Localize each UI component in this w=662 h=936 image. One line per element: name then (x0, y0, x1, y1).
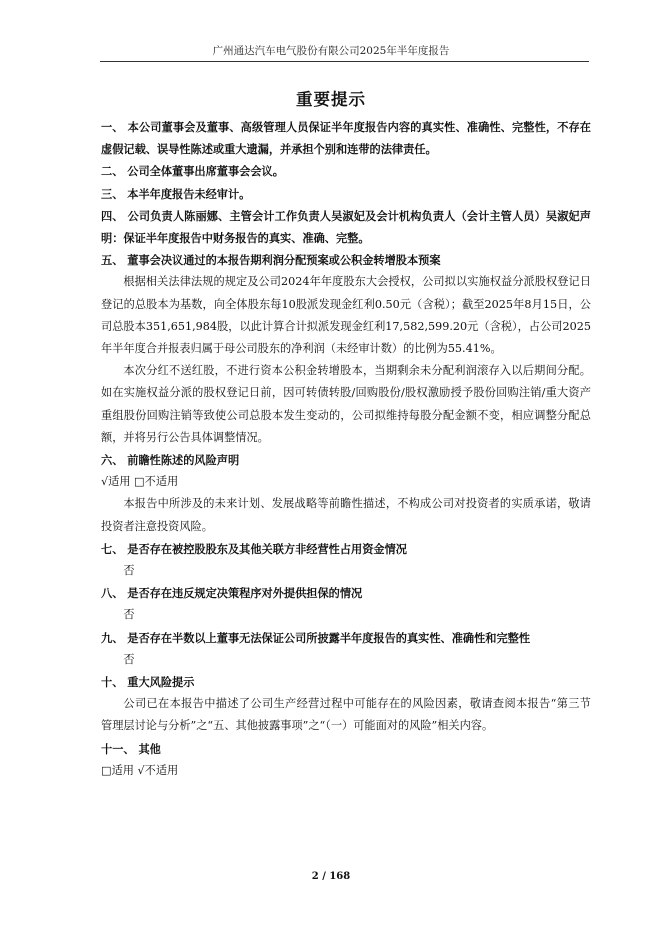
item-5-heading: 五、 董事会决议通过的本报告期利润分配预案或公积金转增股本预案 (101, 253, 441, 268)
item-1: 一、 本公司董事会及董事、高级管理人员保证半年度报告内容的真实性、准确性、完整性，不存在虚假记载、误导性陈述或重大遗漏，并承担个别和连带的法律责任。 (101, 120, 591, 157)
item-11-applicability: □适用 √不适用 (101, 763, 179, 777)
item-9-heading: 九、 是否存在半数以上董事无法保证公司所披露半年度报告的真实性、准确性和完整性 (101, 630, 531, 645)
item-4: 四、 公司负责人陈丽娜、主管会计工作负责人吴淑妃及会计机构负责人（会计主管人员）吴淑妃声明：保证半年度报告中财务报告的真实、准确、完整。 (101, 208, 591, 246)
item-5-paragraph-1: 根据相关法律法规的规定及公司2024年年度股东大会授权，公司拟以实施权益分派股权登记日登记的总股本为基数，向全体股东每10股派发现金红利0.50元（含税）；截至2025年8月15日，公司总股本351,651,984股，以此计算合计拟派发现金红利17,582,599.20元（含税），占公司2025年半年度合并报表归属于母公司股东的净利润（未经审计数）的比例为55.41%。 (101, 275, 591, 356)
item-6-applicability: √适用 □不适用 (101, 475, 179, 489)
page-number: 2 / 168 (311, 871, 351, 882)
item-5-paragraph-2: 本次分红不送红股，不进行资本公积金转增股本，当期剩余未分配利润滚存入以后期间分配。如在实施权益分派的股权登记日前，因可转债转股/回购股份/股权激励授予股份回购注销/重大资产重组股份回购注销等致使公司总股本发生变动的，公司拟维持每股分配金额不变，相应调整分配总额，并将另行公告具体调整情况。 (101, 364, 591, 444)
item-6-paragraph: 本报告中所涉及的未来计划、发展战略等前瞻性描述，不构成公司对投资者的实质承诺，敬请投资者注意投资风险。 (101, 497, 591, 533)
item-8-heading: 八、 是否存在违反规定决策程序对外提供担保的情况 (101, 586, 363, 601)
item-3: 三、 本半年度报告未经审计。 (101, 186, 251, 201)
item-7-answer: 否 (123, 564, 135, 578)
item-10-heading: 十、 重大风险提示 (101, 675, 195, 690)
running-header: 广州通达汽车电气股份有限公司2025年半年度报告 (212, 45, 450, 57)
header-rule (100, 61, 589, 62)
item-8-answer: 否 (123, 608, 135, 622)
item-10-paragraph: 公司已在本报告中描述了公司生产经营过程中可能存在的风险因素，敬请查阅本报告“第三节 管理层讨论与分析”之“五、其他披露事项”之“（一）可能面对的风险”相关内容。 (101, 697, 591, 733)
item-7-heading: 七、 是否存在被控股股东及其他关联方非经营性占用资金情况 (101, 541, 407, 556)
item-9-answer: 否 (123, 652, 135, 666)
item-11-heading: 十一、 其他 (101, 741, 161, 756)
notice-list (101, 116, 591, 782)
item-2: 二、 公司全体董事出席董事会会议。 (101, 164, 284, 179)
page-title: 重要提示 (296, 90, 366, 109)
item-6-heading: 六、 前瞻性陈述的风险声明 (101, 453, 240, 468)
